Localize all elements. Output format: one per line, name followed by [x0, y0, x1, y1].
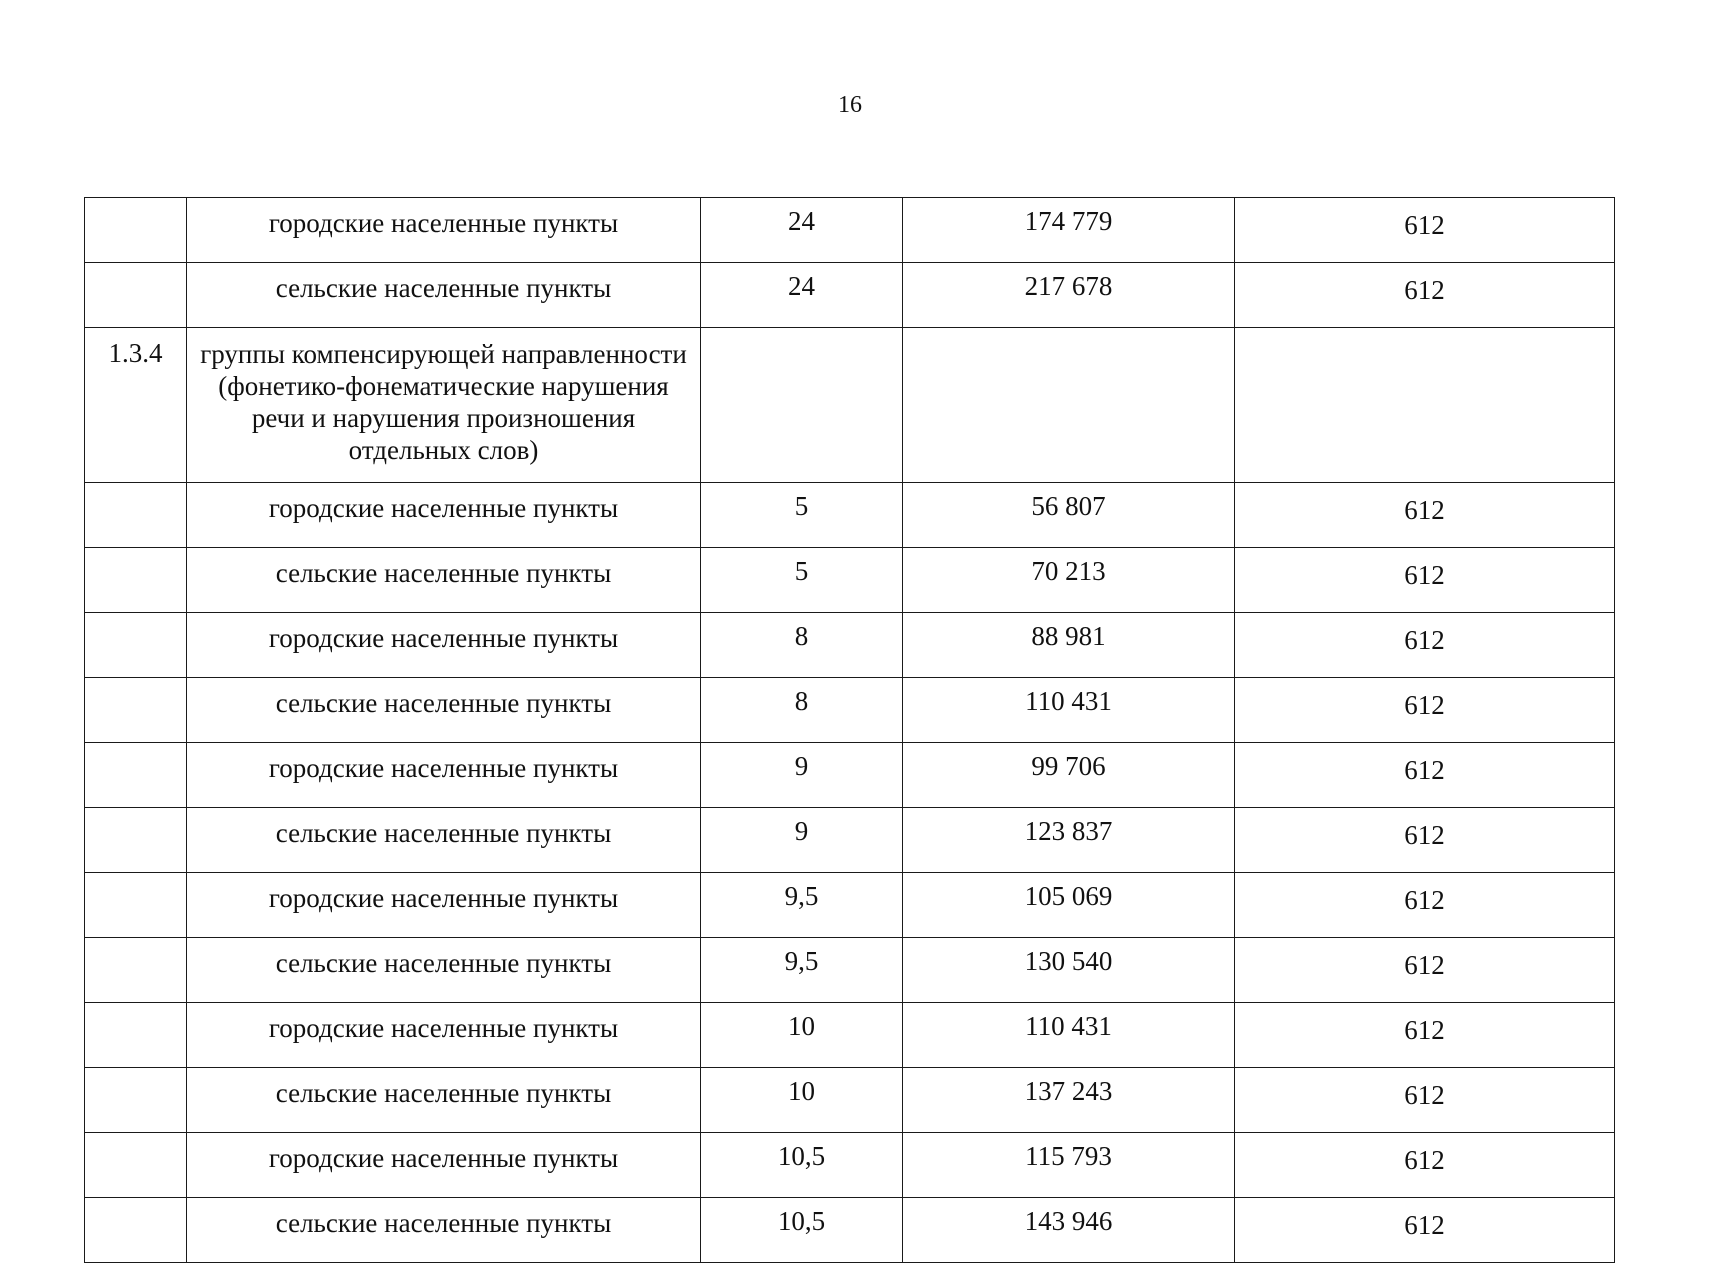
row-value-1: 5: [701, 548, 903, 613]
section-code: 1.3.4: [85, 328, 187, 483]
row-value-1: 24: [701, 198, 903, 263]
row-value-2: 88 981: [903, 613, 1235, 678]
row-value-3: 612: [1235, 1133, 1615, 1198]
row-value-1: 9: [701, 743, 903, 808]
row-value-3: 612: [1235, 678, 1615, 743]
table-row: [85, 743, 1615, 808]
row-name: городские населенные пункты: [187, 1133, 701, 1198]
table-row: [85, 483, 1615, 548]
row-value-2: 110 431: [903, 678, 1235, 743]
row-code: [85, 613, 187, 678]
table-row: [85, 263, 1615, 328]
row-value-2: 105 069: [903, 873, 1235, 938]
table-row: [85, 1068, 1615, 1133]
row-value-2: 110 431: [903, 1003, 1235, 1068]
row-value-2: [903, 328, 1235, 483]
row-value-3: 612: [1235, 1068, 1615, 1133]
row-name: городские населенные пункты: [187, 198, 701, 263]
table-row: [85, 198, 1615, 263]
row-code: [85, 1003, 187, 1068]
row-value-3: 612: [1235, 263, 1615, 328]
row-value-2: 143 946: [903, 1198, 1235, 1263]
table-row: [85, 678, 1615, 743]
row-value-3: 612: [1235, 613, 1615, 678]
row-name: сельские населенные пункты: [187, 938, 701, 1003]
row-value-2: 115 793: [903, 1133, 1235, 1198]
row-code: [85, 743, 187, 808]
row-value-3: 612: [1235, 873, 1615, 938]
row-code: [85, 873, 187, 938]
row-value-1: 5: [701, 483, 903, 548]
row-name: сельские населенные пункты: [187, 548, 701, 613]
row-value-3: 612: [1235, 483, 1615, 548]
row-value-2: 137 243: [903, 1068, 1235, 1133]
row-value-1: 24: [701, 263, 903, 328]
row-value-3: 612: [1235, 198, 1615, 263]
row-value-3: 612: [1235, 808, 1615, 873]
row-value-2: 70 213: [903, 548, 1235, 613]
row-name: сельские населенные пункты: [187, 678, 701, 743]
table-row: [85, 1133, 1615, 1198]
row-name: сельские населенные пункты: [187, 1198, 701, 1263]
row-name: городские населенные пункты: [187, 613, 701, 678]
row-value-1: 10,5: [701, 1133, 903, 1198]
row-code: [85, 548, 187, 613]
table-row: [85, 548, 1615, 613]
row-value-2: 123 837: [903, 808, 1235, 873]
table-row: [85, 613, 1615, 678]
table-row: [85, 1003, 1615, 1068]
section-title: группы компенсирующей направленности (фонетико-фонематические нарушения речи и нарушения произношения отдельных слов): [187, 328, 701, 483]
row-value-2: 174 779: [903, 198, 1235, 263]
table-section-row: [85, 328, 1615, 483]
row-value-3: [1235, 328, 1615, 483]
row-value-3: 612: [1235, 1003, 1615, 1068]
row-code: [85, 198, 187, 263]
row-value-2: 56 807: [903, 483, 1235, 548]
row-name: городские населенные пункты: [187, 483, 701, 548]
row-value-3: 612: [1235, 743, 1615, 808]
table-row: [85, 808, 1615, 873]
row-name: сельские населенные пункты: [187, 263, 701, 328]
row-code: [85, 1133, 187, 1198]
page-number: 16: [838, 92, 862, 118]
row-code: [85, 483, 187, 548]
row-code: [85, 1068, 187, 1133]
row-name: сельские населенные пункты: [187, 808, 701, 873]
row-value-1: 9,5: [701, 938, 903, 1003]
row-value-2: 217 678: [903, 263, 1235, 328]
row-code: [85, 938, 187, 1003]
row-value-1: 8: [701, 678, 903, 743]
table-row: [85, 873, 1615, 938]
table-row: [85, 1198, 1615, 1263]
row-value-1: 9: [701, 808, 903, 873]
row-name: городские населенные пункты: [187, 1003, 701, 1068]
row-code: [85, 808, 187, 873]
row-code: [85, 1198, 187, 1263]
row-value-1: [701, 328, 903, 483]
row-name: городские населенные пункты: [187, 743, 701, 808]
row-value-2: 130 540: [903, 938, 1235, 1003]
row-value-1: 10: [701, 1068, 903, 1133]
row-code: [85, 678, 187, 743]
row-name: сельские населенные пункты: [187, 1068, 701, 1133]
table-row: [85, 938, 1615, 1003]
row-value-3: 612: [1235, 938, 1615, 1003]
row-value-1: 10,5: [701, 1198, 903, 1263]
row-name: городские населенные пункты: [187, 873, 701, 938]
row-value-1: 9,5: [701, 873, 903, 938]
row-code: [85, 263, 187, 328]
row-value-3: 612: [1235, 1198, 1615, 1263]
row-value-3: 612: [1235, 548, 1615, 613]
tariff-table: [84, 197, 1615, 1263]
row-value-1: 8: [701, 613, 903, 678]
row-value-2: 99 706: [903, 743, 1235, 808]
row-value-1: 10: [701, 1003, 903, 1068]
